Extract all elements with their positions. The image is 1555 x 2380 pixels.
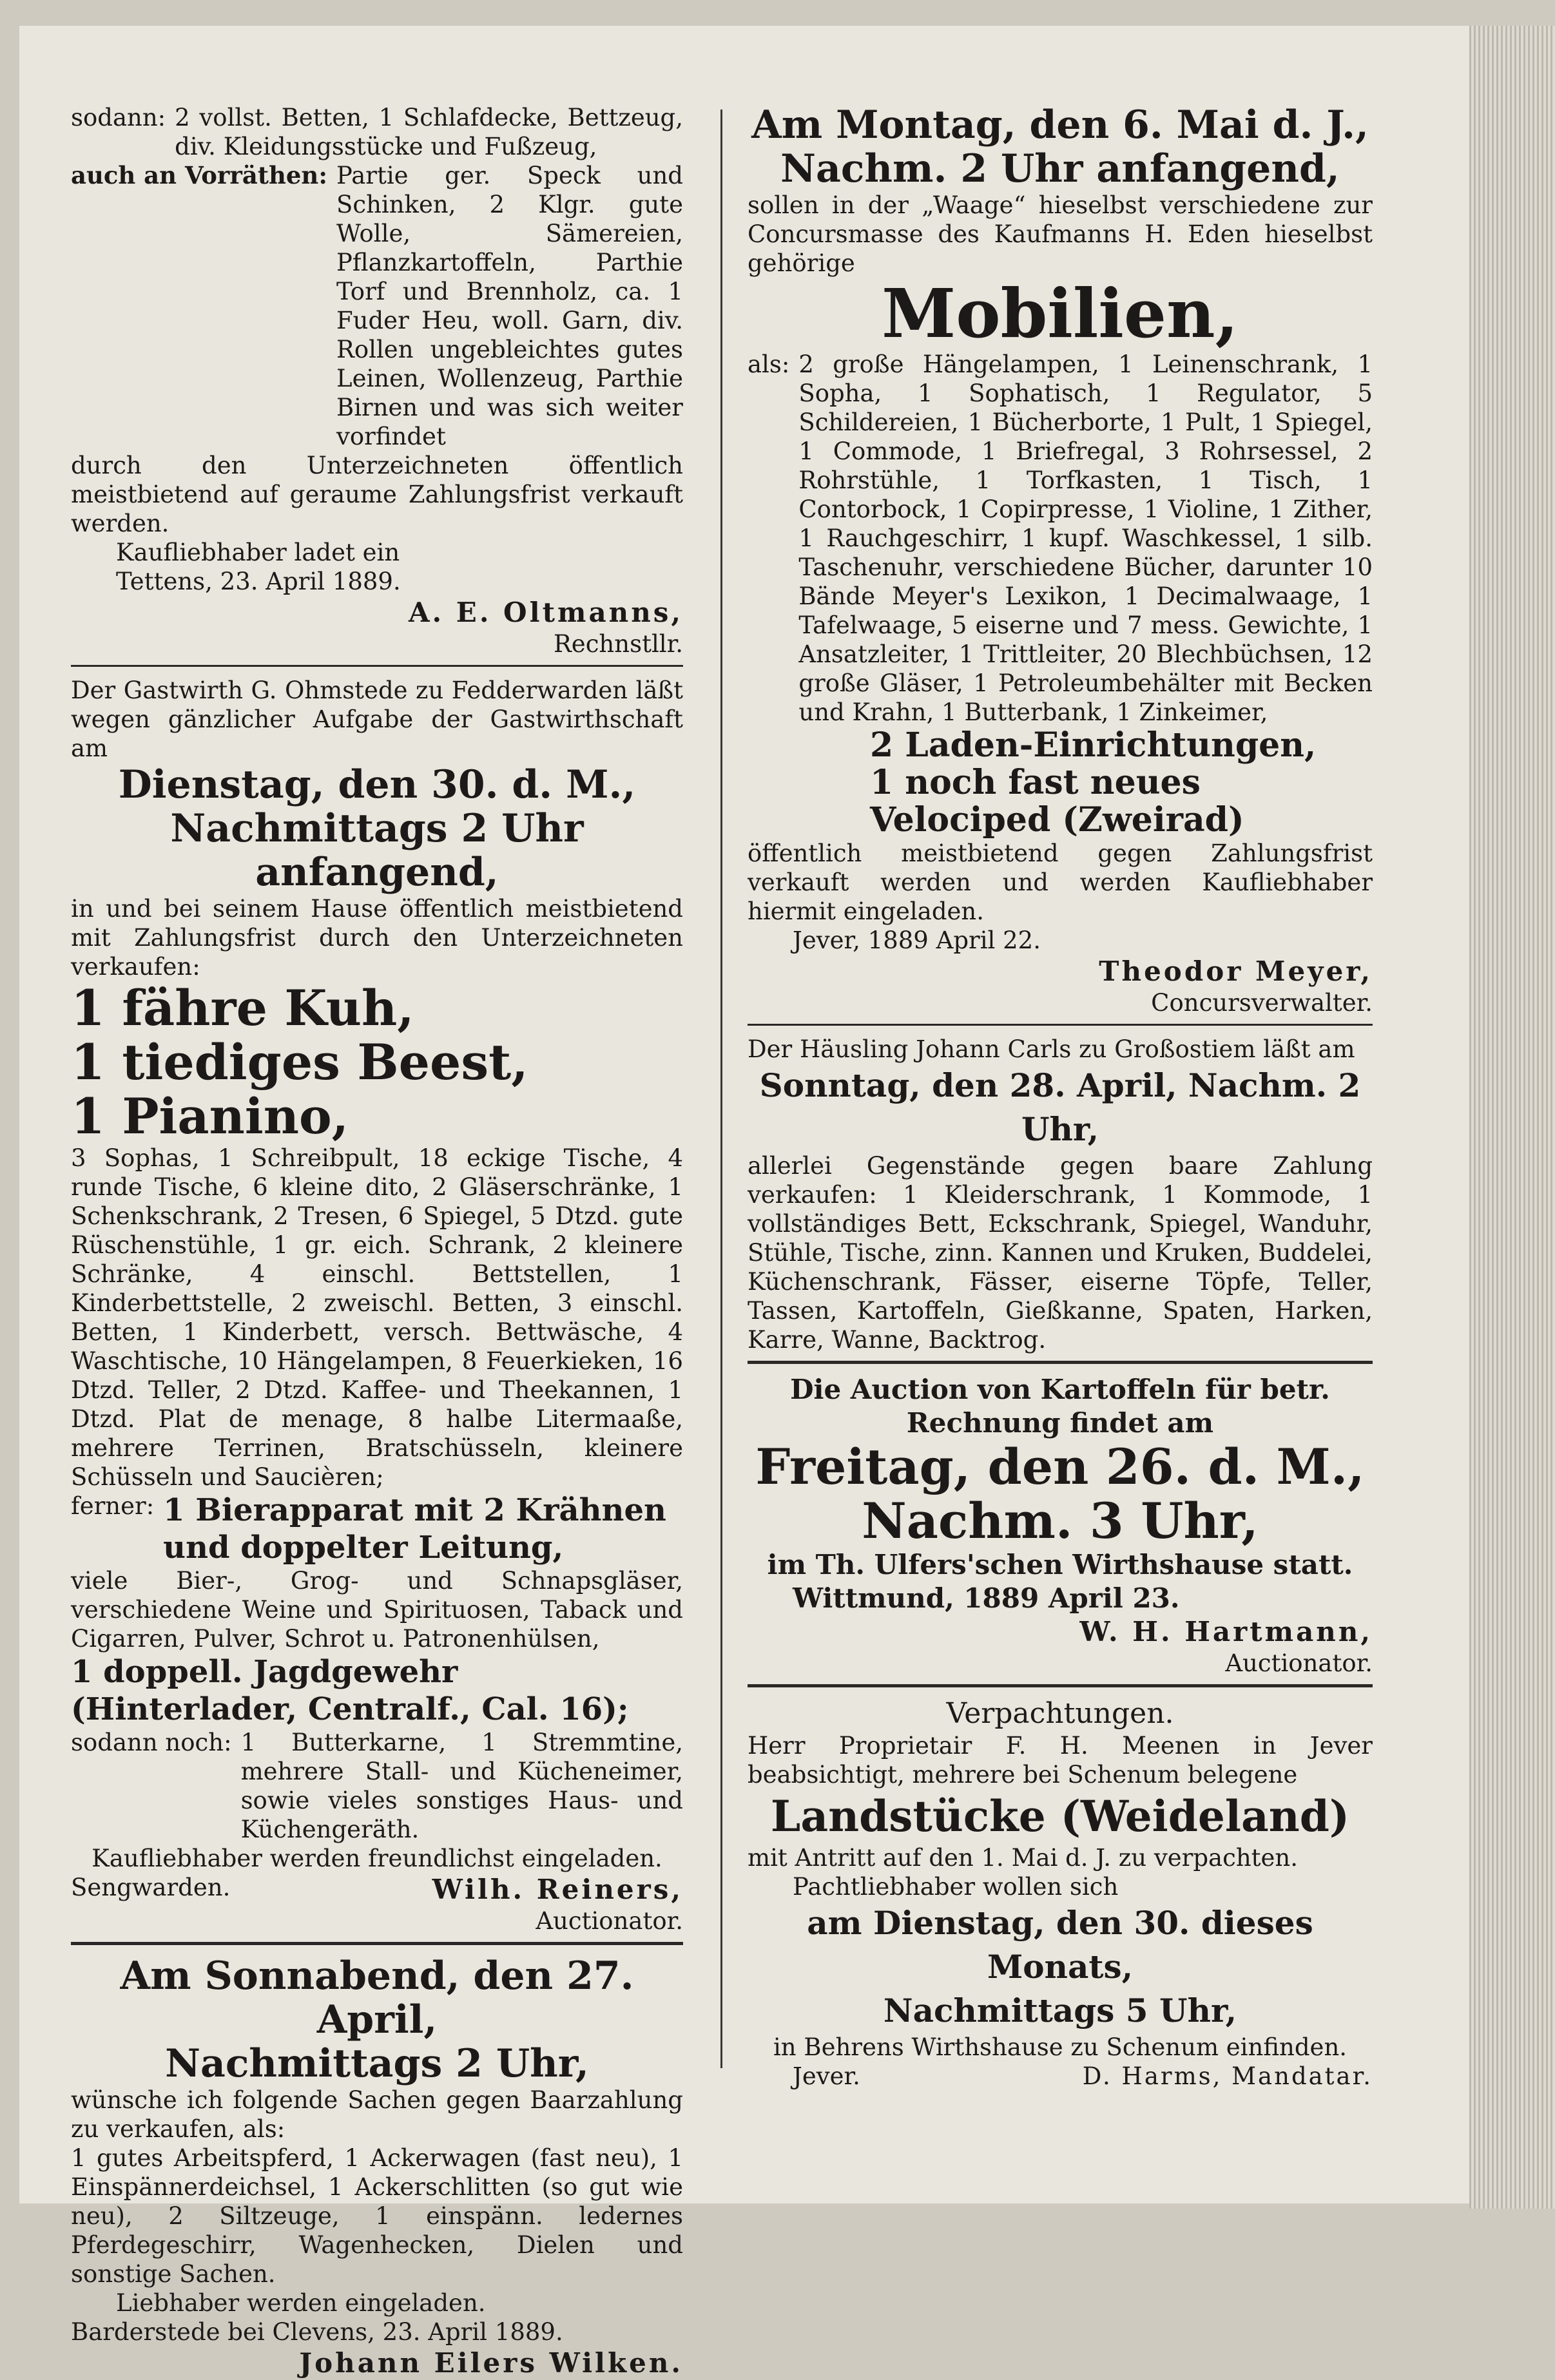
page-edge [1469,26,1555,2209]
ad-date: Freitag, den 26. d. M., [755,1438,1365,1495]
ad-body: durch den Unterzeichneten öffentlich meistbietend auf geraume Zahlungsfrist verkauft werden. [71,452,683,537]
item-list: 1 gutes Arbeitspferd, 1 Ackerwagen (fast neu), 1 Einspännerdeichsel, 1 Ackerschlitten (so gut wie neu), 2 Siltzeuge, 1 einspänn. ledernes Pferdegeschirr, Wagenhecken, Dielen und sonstige Sachen. [71,2144,683,2288]
ad-invite: Liebhaber werden eingeladen. [116,2289,486,2317]
item-laden: 2 Laden-Einrichtungen, [870,725,1317,765]
ad-date: Sonntag, den 28. April, Nachm. 2 Uhr, [759,1066,1361,1148]
left-column [71,103,683,2380]
column-divider [720,110,722,2068]
ad-time: Nachm. 2 Uhr anfangend, [780,146,1340,191]
ferner-headline: 1 Bierapparat mit 2 Krähnen und doppelter Leitung, [163,1492,666,1566]
ad-wilken [71,1954,683,2380]
noch-row [71,1728,683,1844]
sodann-row [71,103,683,161]
ad-signature: Wilh. Reiners, [432,1874,683,1905]
ad-oltmanns [71,103,683,658]
ad-body-2: öffentlich meistbietend gegen Zahlungsfrist verkauft werden und werden Kaufliebhaber hiermit eingeladen. [748,840,1373,925]
item-list: 3 Sophas, 1 Schreibpult, 18 eckige Tische, 4 runde Tische, 6 kleine dito, 2 Gläserschränke, 1 Schenkschrank, 2 Tresen, 6 Spiegel, 5 Dtzd. gute Rüschenstühle, 1 gr. eich. Schrank, 2 kleinere Schränke, 4 einschl. Bettstellen, 1 Kinderbettstelle, 2 zweischl. Betten, 3 einschl. Betten, 1 Kinderbett, versch. Bettwäsche, 4 Waschtische, 10 Hängelampen, 8 Feuerkieken, 16 Dtzd. Teller, 2 Dtzd. Kaffee- und Theekannen, 1 Dtzd. Plat de menage, 8 halbe Litermaaße, mehrere Terrinen, Bratschüsseln, kleinere Schüsseln und Saucièren; [71,1144,683,1491]
ad-date: Am Sonnabend, den 27. April, [120,1953,634,2042]
ad-date: Am Montag, den 6. Mai d. J., [751,102,1369,148]
ad-place: in Behrens Wirthshause zu Schenum einfinden. [773,2033,1347,2061]
sodann-label: sodann: [71,104,166,131]
als-row [748,350,1373,727]
ad-signature: W. H. Hartmann, [1079,1616,1373,1647]
ad-time: Nachmittags 2 Uhr, [165,2041,589,2086]
ad-place-date: Jever, 1889 April 22. [793,926,1041,954]
vorraethe-text: Partie ger. Speck und Schinken, 2 Klgr. gute Wolle, Sämereien, Pflanzkartoffeln, Parthie Torf und Brennholz, ca. 1 Fuder Heu, woll. Garn, div. Rollen ungebleichtes gutes Leinen, Wollenzeug, Parthie Birnen und was sich weiter vorfindet [336,162,683,450]
sign-row [748,2062,1373,2091]
ad-body: in und bei seinem Hause öffentlich meistbietend mit Zahlungsfrist durch den Unterzeichneten verkaufen: [71,895,683,981]
ad-invite: Kaufliebhaber ladet ein [116,539,400,566]
ad-time: Nachmittags 2 Uhr anfangend, [170,806,584,895]
noch-text: 1 Butterkarne, 1 Stremmtine, mehrere Stall- und Kücheneimer, sowie vieles sonstiges Haus- und Küchengeräth. [240,1729,683,1843]
sodann-text: 2 vollst. Betten, 1 Schlafdecke, Bettzeug, div. Kleidungsstücke und Fußzeug, [175,104,683,160]
ad-signature-role: Auctionator. [536,1907,683,1935]
ad-signature-role: Concursverwalter. [1151,989,1373,1017]
ad-signature: D. Harms, Mandatar. [1082,2062,1373,2090]
ad-intro: Der Häusling Johann Carls zu Großostiem läßt am [748,1035,1355,1063]
ad-date: Dienstag, den 30. d. M., [118,762,636,807]
ad-signature-role: Rechnstllr. [553,630,683,658]
ad-body: Herr Proprietair F. H. Meenen in Jever beabsichtigt, mehrere bei Schenum belegene [748,1732,1373,1789]
noch-label: sodann noch: [71,1729,232,1756]
gun-item: 1 doppell. Jagdgewehr (Hinterlader, Centralf., Cal. 16); [71,1654,629,1727]
ad-body: sollen in der „Waage“ hieselbst verschiedene zur Concursmasse des Kaufmanns H. Eden hieselbst gehörige [748,191,1373,277]
ad-separator [748,1684,1373,1687]
ad-separator [71,1942,683,1945]
ad-signature: Theodor Meyer, [1099,955,1373,987]
ad-place-date: Barderstede bei Clevens, 23. April 1889. [71,2318,563,2346]
ad-invite: Pachtliebhaber wollen sich [793,1873,1119,1901]
ad-date: am Dienstag, den 30. dieses Monats, [807,1904,1313,1986]
item-velociped: 1 noch fast neues Velociped (Zweirad) [870,763,1244,840]
ad-body-2: mit Antritt auf den 1. Mai d. J. zu verpachten. [748,1844,1299,1872]
ferner-text: viele Bier-, Grog- und Schnapsgläser, verschiedene Weine und Spirituosen, Taback und Cigarren, Pulver, Schrot u. Patronenhülsen, [71,1567,683,1653]
ad-signature-role: Auctionator. [1225,1649,1373,1677]
ad-signature: A. E. Oltmanns, [408,597,683,628]
ad-hartmann [748,1373,1373,1678]
ad-separator [748,1361,1373,1364]
vorraethe-label: auch an Vorräthen: [71,161,327,189]
ferner-label: ferner: [71,1492,155,1520]
ad-headline: Landstücke (Weideland) [770,1791,1350,1841]
vorraethe-row [71,161,683,451]
ad-verpachtungen [748,1696,1373,2091]
ad-place: im Th. Ulfers'schen Wirthshause statt. [767,1549,1353,1580]
ferner-row [71,1492,683,1566]
ad-ohmstede [71,676,683,1935]
ad-separator [71,665,683,667]
als-label: als: [748,350,790,378]
ad-place-date: Tettens, 23. April 1889. [116,568,401,595]
ad-place: Sengwarden. [71,1874,231,1901]
ad-body: allerlei Gegenstände gegen baare Zahlung verkaufen: 1 Kleiderschrank, 1 Kommode, 1 vollständiges Bett, Eckschrank, Spiegel, Wanduhr, Stühle, Tische, zinn. Kannen und Kruken, Buddelei, Küchenschrank, Fässer, eiserne Töpfe, Teller, Tassen, Kartoffeln, Gießkanne, Spaten, Harken, Karre, Wanne, Backtrog. [748,1152,1373,1354]
ad-headline: Mobilien, [882,274,1239,353]
ad-town: Jever. [793,2062,860,2090]
item-beest: 1 tiediges Beest, [71,1033,528,1091]
ad-place-date: Wittmund, 1889 April 23. [793,1582,1180,1614]
ad-signature: Johann Eilers Wilken. [299,2347,683,2379]
sign-row [71,1873,683,1906]
ad-intro: Die Auction von Kartoffeln für betr. Rechnung findet am [790,1374,1330,1439]
ad-body: wünsche ich folgende Sachen gegen Baarzahlung zu verkaufen, als: [71,2086,683,2143]
item-pianino: 1 Pianino, [71,1088,349,1145]
ad-title: Verpachtungen. [946,1697,1174,1730]
item-kuh: 1 fähre Kuh, [71,979,414,1037]
ad-eden-concurs [748,103,1373,1017]
ad-intro: Der Gastwirth G. Ohmstede zu Fedderwarden läßt wegen gänzlicher Aufgabe der Gastwirthschaft am [71,677,683,762]
ad-carls [748,1035,1373,1354]
item-list: 2 große Hängelampen, 1 Leinenschrank, 1 Sopha, 1 Sophatisch, 1 Regulator, 5 Schildereien, 1 Bücherborte, 1 Pult, 1 Spiegel, 1 Commode, 1 Briefregal, 3 Rohrsessel, 2 Rohrstühle, 1 Torfkasten, 1 Tisch, 1 Contorbock, 1 Copirpresse, 1 Violine, 1 Zither, 1 Rauchgeschirr, 1 kupf. Waschkessel, 1 silb. Taschenuhr, verschiedene Bücher, darunter 10 Bände Meyer's Lexikon, 1 Decimalwaage, 1 Tafelwaage, 5 eiserne und 7 mess. Gewichte, 1 Ansatzleiter, 1 Trittleiter, 20 Blechbüchsen, 12 große Gläser, 1 Petroleumbehälter mit Becken und Krahn, 1 Butterbank, 1 Zinkeimer, [798,350,1373,726]
right-column [748,103,1373,2091]
ad-separator [748,1024,1373,1026]
ad-time: Nachmittags 5 Uhr, [883,1991,1237,2030]
ad-time: Nachm. 3 Uhr, [862,1492,1259,1550]
ad-invite: Kaufliebhaber werden freundlichst eingeladen. [92,1845,662,1872]
